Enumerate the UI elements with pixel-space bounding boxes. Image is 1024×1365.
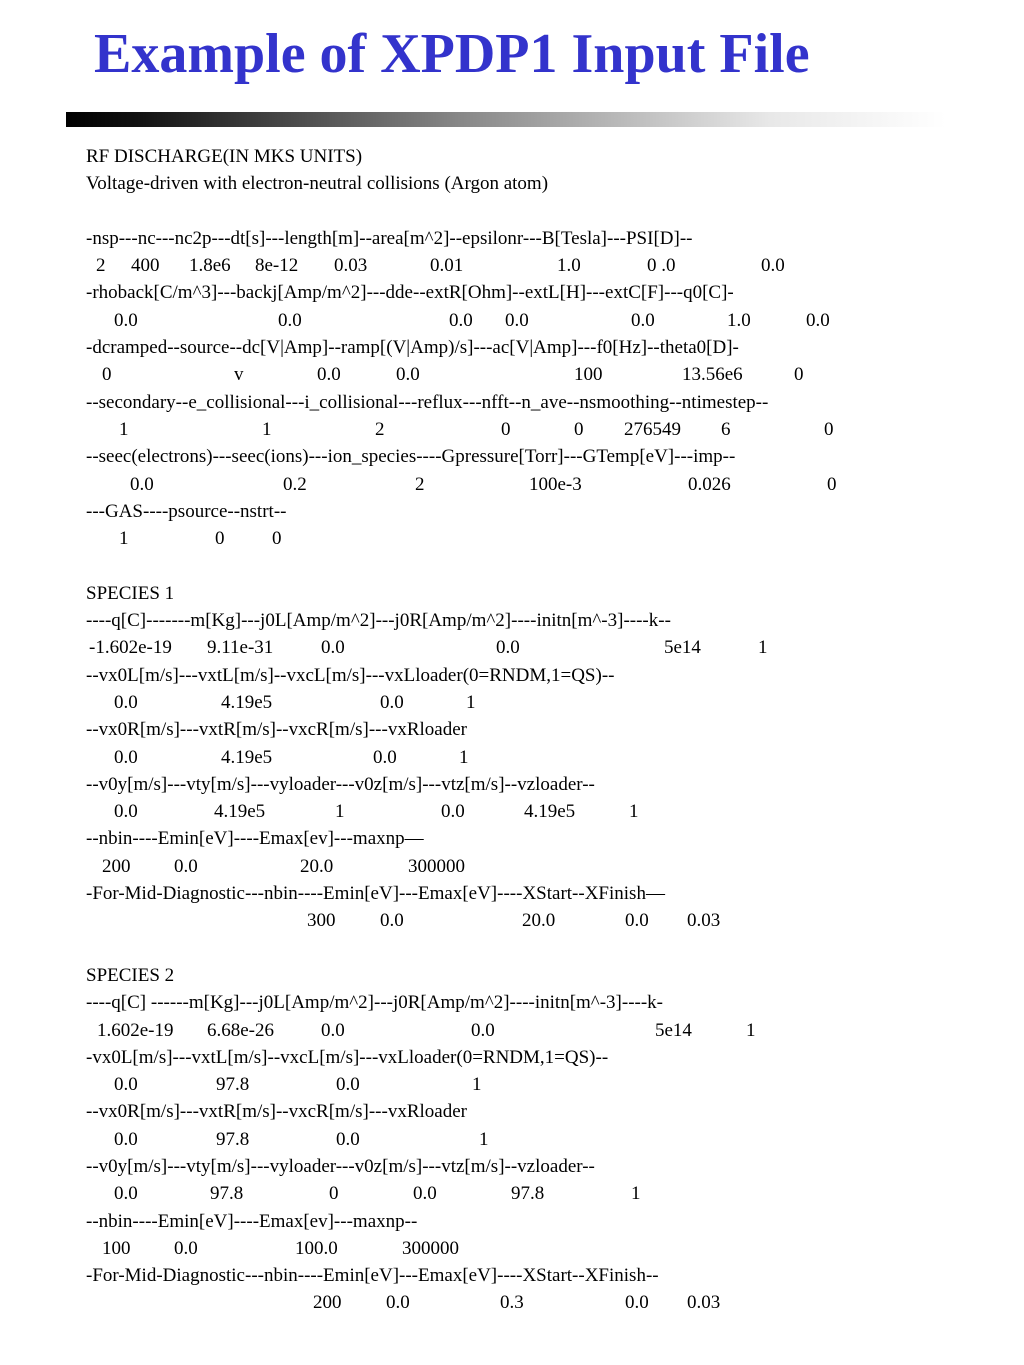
listing-line [86, 880, 1006, 907]
listing-line [86, 552, 1006, 579]
listing-line [86, 525, 1006, 552]
listing-cell: 0.01 [430, 255, 464, 277]
listing-line [86, 198, 1006, 225]
listing-line [86, 361, 1006, 388]
listing-cell: 4.19e5 [214, 801, 266, 823]
listing-cell: -vx0L[m/s]---vxtL[m/s]--vxcL[m/s]---vxLloader(0=RNDM,1=QS)-- [86, 1046, 609, 1068]
listing-cell: 0.0 [336, 1128, 360, 1150]
listing-line [86, 798, 1006, 825]
listing-line [86, 443, 1006, 470]
listing-cell: 200 [102, 855, 131, 877]
listing-cell: 1.0 [557, 255, 581, 277]
listing-cell: 0.03 [334, 255, 368, 277]
listing-cell: 20.0 [300, 855, 334, 877]
listing-line [86, 744, 1006, 771]
listing-cell: 1 [119, 528, 129, 550]
listing-cell: 0.0 [174, 855, 198, 877]
listing-cell: 8e-12 [255, 255, 299, 277]
listing-cell: ---GAS----psource--nstrt-- [86, 500, 287, 522]
listing-cell: 1.602e-19 [97, 1019, 174, 1041]
listing-line [86, 1153, 1006, 1180]
listing-line [86, 935, 1006, 962]
listing-line [86, 498, 1006, 525]
listing-line [86, 1071, 1006, 1098]
listing-cell: SPECIES 1 [86, 582, 175, 604]
listing-cell: 0.0 [396, 364, 420, 386]
listing-cell: 300000 [408, 855, 465, 877]
listing-cell: 300000 [402, 1237, 459, 1259]
listing-cell: ----q[C] ------m[Kg]---j0L[Amp/m^2]---j0R[Amp/m^2]----initn[m^-3]----k- [86, 992, 664, 1014]
listing-cell: 0.0 [130, 473, 154, 495]
listing-line [86, 607, 1006, 634]
listing-cell: 100e-3 [529, 473, 582, 495]
listing-cell: SPECIES 2 [86, 964, 175, 986]
listing-line [86, 634, 1006, 661]
listing-cell: 0.03 [687, 910, 721, 932]
page-title: Example of XPDP1 Input File [94, 23, 810, 85]
listing-cell: 5e14 [664, 637, 701, 659]
listing-cell: 1 [119, 418, 129, 440]
listing-cell: 0 [794, 364, 804, 386]
listing-cell: 100.0 [295, 1237, 338, 1259]
listing-line [86, 471, 1006, 498]
listing-cell: 97.8 [216, 1074, 250, 1096]
listing-cell: 300 [307, 910, 336, 932]
listing-cell: 9.11e-31 [207, 637, 274, 659]
listing-cell: 1 [459, 746, 469, 768]
listing-line [86, 1044, 1006, 1071]
listing-cell: 0.0 [496, 637, 520, 659]
listing-cell: 1 [479, 1128, 489, 1150]
listing-line [86, 1289, 1006, 1316]
listing-cell: 0.0 [321, 1019, 345, 1041]
listing-cell: 0.0 [114, 746, 138, 768]
listing-line [86, 716, 1006, 743]
listing-cell: --nbin----Emin[eV]----Emax[ev]---maxnp— [86, 828, 424, 850]
listing-cell: 276549 [624, 418, 681, 440]
listing-cell: 200 [313, 1292, 342, 1314]
listing-cell: 0.0 [441, 801, 465, 823]
listing-cell: 4.19e5 [221, 746, 273, 768]
listing-cell: --vx0R[m/s]---vxtR[m/s]--vxcR[m/s]---vxRloader [86, 719, 467, 741]
listing-line [86, 1262, 1006, 1289]
listing-cell: 0.03 [687, 1292, 721, 1314]
listing-cell: -dcramped--source--dc[V|Amp]--ramp[(V|Amp)/s]---ac[V|Amp]---f0[Hz]--theta0[D]- [86, 337, 739, 359]
listing-cell: 0.0 [114, 691, 138, 713]
listing-cell: 97.8 [210, 1183, 244, 1205]
listing-cell: v [234, 364, 244, 386]
listing-cell: 1.0 [727, 309, 751, 331]
listing-cell: 0.0 [380, 691, 404, 713]
listing-cell: 0 [272, 528, 282, 550]
listing-cell: 2 [415, 473, 425, 495]
listing-cell: 0.0 [631, 309, 655, 331]
listing-cell: RF DISCHARGE(IN MKS UNITS) [86, 146, 363, 167]
title-divider [66, 112, 946, 127]
listing-line [86, 1235, 1006, 1262]
listing-cell: 0.0 [114, 1183, 138, 1205]
listing-cell: 6.68e-26 [207, 1019, 275, 1041]
listing-cell: 5e14 [655, 1019, 692, 1041]
listing-cell: 0 [574, 418, 584, 440]
listing-cell: -rhoback[C/m^3]---backj[Amp/m^2]---dde--extR[Ohm]--extL[H]---extC[F]---q0[C]- [86, 282, 734, 304]
listing-cell: 20.0 [522, 910, 556, 932]
listing-cell: 1 [631, 1183, 641, 1205]
listing-line [86, 771, 1006, 798]
listing-cell: 0.0 [336, 1074, 360, 1096]
listing-cell: 13.56e6 [682, 364, 743, 386]
listing-cell: 1 [758, 637, 768, 659]
listing-cell: 0.0 [114, 1128, 138, 1150]
listing-cell: 1.8e6 [189, 255, 231, 277]
listing-cell: 0 [501, 418, 511, 440]
listing-cell: 97.8 [216, 1128, 250, 1150]
listing-cell: 2 [375, 418, 385, 440]
listing-cell: 0.0 [386, 1292, 410, 1314]
listing-line [86, 225, 1006, 252]
listing-cell: 100 [102, 1237, 131, 1259]
listing-cell: 1 [629, 801, 639, 823]
listing-cell: --vx0R[m/s]---vxtR[m/s]--vxcR[m/s]---vxRloader [86, 1101, 467, 1123]
listing-cell: -nsp---nc---nc2p---dt[s]---length[m]--area[m^2]--epsilonr---B[Tesla]---PSI[D]-- [86, 227, 693, 249]
listing-line [86, 252, 1006, 279]
listing-cell: 6 [721, 418, 731, 440]
listing-cell: 0.0 [806, 309, 830, 331]
listing-line [86, 989, 1006, 1016]
listing-line [86, 1180, 1006, 1207]
listing-line [86, 853, 1006, 880]
input-file-listing [86, 143, 1006, 1317]
listing-line [86, 170, 1006, 197]
listing-cell: 4.19e5 [221, 691, 273, 713]
listing-cell: 1 [335, 801, 345, 823]
listing-cell: 0.0 [761, 255, 785, 277]
listing-line [86, 662, 1006, 689]
listing-cell: --vx0L[m/s]---vxtL[m/s]--vxcL[m/s]---vxLloader(0=RNDM,1=QS)-- [86, 664, 615, 686]
listing-cell: 0.0 [174, 1237, 198, 1259]
listing-cell: 0 [827, 473, 837, 495]
listing-cell: 1 [262, 418, 272, 440]
listing-line [86, 1208, 1006, 1235]
listing-line [86, 389, 1006, 416]
listing-cell: --v0y[m/s]---vty[m/s]---vyloader---v0z[m/s]---vtz[m/s]--vzloader-- [86, 1155, 595, 1177]
listing-line [86, 143, 1006, 170]
listing-cell: 0.0 [114, 1074, 138, 1096]
listing-cell: 0.026 [688, 473, 731, 495]
listing-cell: 100 [574, 364, 603, 386]
listing-cell: 400 [131, 255, 160, 277]
listing-line [86, 689, 1006, 716]
listing-cell: ----q[C]-------m[Kg]---j0L[Amp/m^2]---j0R[Amp/m^2]----initn[m^-3]----k-- [86, 610, 671, 632]
listing-cell: 0.0 [449, 309, 473, 331]
listing-cell: 0.0 [471, 1019, 495, 1041]
listing-cell: 0.2 [283, 473, 307, 495]
listing-cell: 0.0 [505, 309, 529, 331]
listing-cell: 4.19e5 [524, 801, 576, 823]
listing-cell: 0 [102, 364, 112, 386]
listing-cell: 2 [96, 255, 106, 277]
listing-cell: 1 [746, 1019, 756, 1041]
listing-line [86, 279, 1006, 306]
listing-cell: --secondary--e_collisional---i_collisional---reflux---nfft--n_ave--nsmoothing--ntimestep-- [86, 391, 769, 413]
listing-line [86, 307, 1006, 334]
listing-line [86, 1126, 1006, 1153]
listing-cell: 0.0 [114, 801, 138, 823]
listing-cell: 0.0 [114, 309, 138, 331]
listing-cell: -For-Mid-Diagnostic---nbin----Emin[eV]---Emax[eV]----XStart--XFinish-- [86, 1265, 659, 1287]
listing-cell: 0.0 [278, 309, 302, 331]
listing-cell: -1.602e-19 [89, 637, 172, 659]
listing-cell: 1 [466, 691, 476, 713]
listing-cell: --seec(electrons)---seec(ions)---ion_species----Gpressure[Torr]---GTemp[eV]---imp-- [86, 446, 736, 468]
listing-cell: 0.0 [625, 1292, 649, 1314]
listing-cell: 0 [824, 418, 834, 440]
listing-line [86, 825, 1006, 852]
listing-cell: 0.0 [321, 637, 345, 659]
listing-line [86, 962, 1006, 989]
listing-cell: Voltage-driven with electron-neutral collisions (Argon atom) [86, 173, 549, 195]
listing-line [86, 416, 1006, 443]
listing-line [86, 1098, 1006, 1125]
listing-cell: 0 [215, 528, 225, 550]
listing-cell: 0.0 [413, 1183, 437, 1205]
listing-line [86, 334, 1006, 361]
listing-cell: 0.0 [625, 910, 649, 932]
listing-line [86, 907, 1006, 934]
listing-cell: 0.0 [317, 364, 341, 386]
listing-cell: 0 [329, 1183, 339, 1205]
listing-cell: 0 .0 [647, 255, 676, 277]
listing-cell: 97.8 [511, 1183, 545, 1205]
listing-cell: -For-Mid-Diagnostic---nbin----Emin[eV]---Emax[eV]----XStart--XFinish— [86, 883, 665, 905]
listing-cell: 0.0 [373, 746, 397, 768]
listing-line [86, 580, 1006, 607]
listing-cell: --v0y[m/s]---vty[m/s]---vyloader---v0z[m/s]---vtz[m/s]--vzloader-- [86, 773, 595, 795]
listing-cell: 1 [472, 1074, 482, 1096]
listing-cell: 0.3 [500, 1292, 524, 1314]
listing-cell: 0.0 [380, 910, 404, 932]
listing-line [86, 1017, 1006, 1044]
listing-cell: --nbin----Emin[eV]----Emax[ev]---maxnp-- [86, 1210, 418, 1232]
